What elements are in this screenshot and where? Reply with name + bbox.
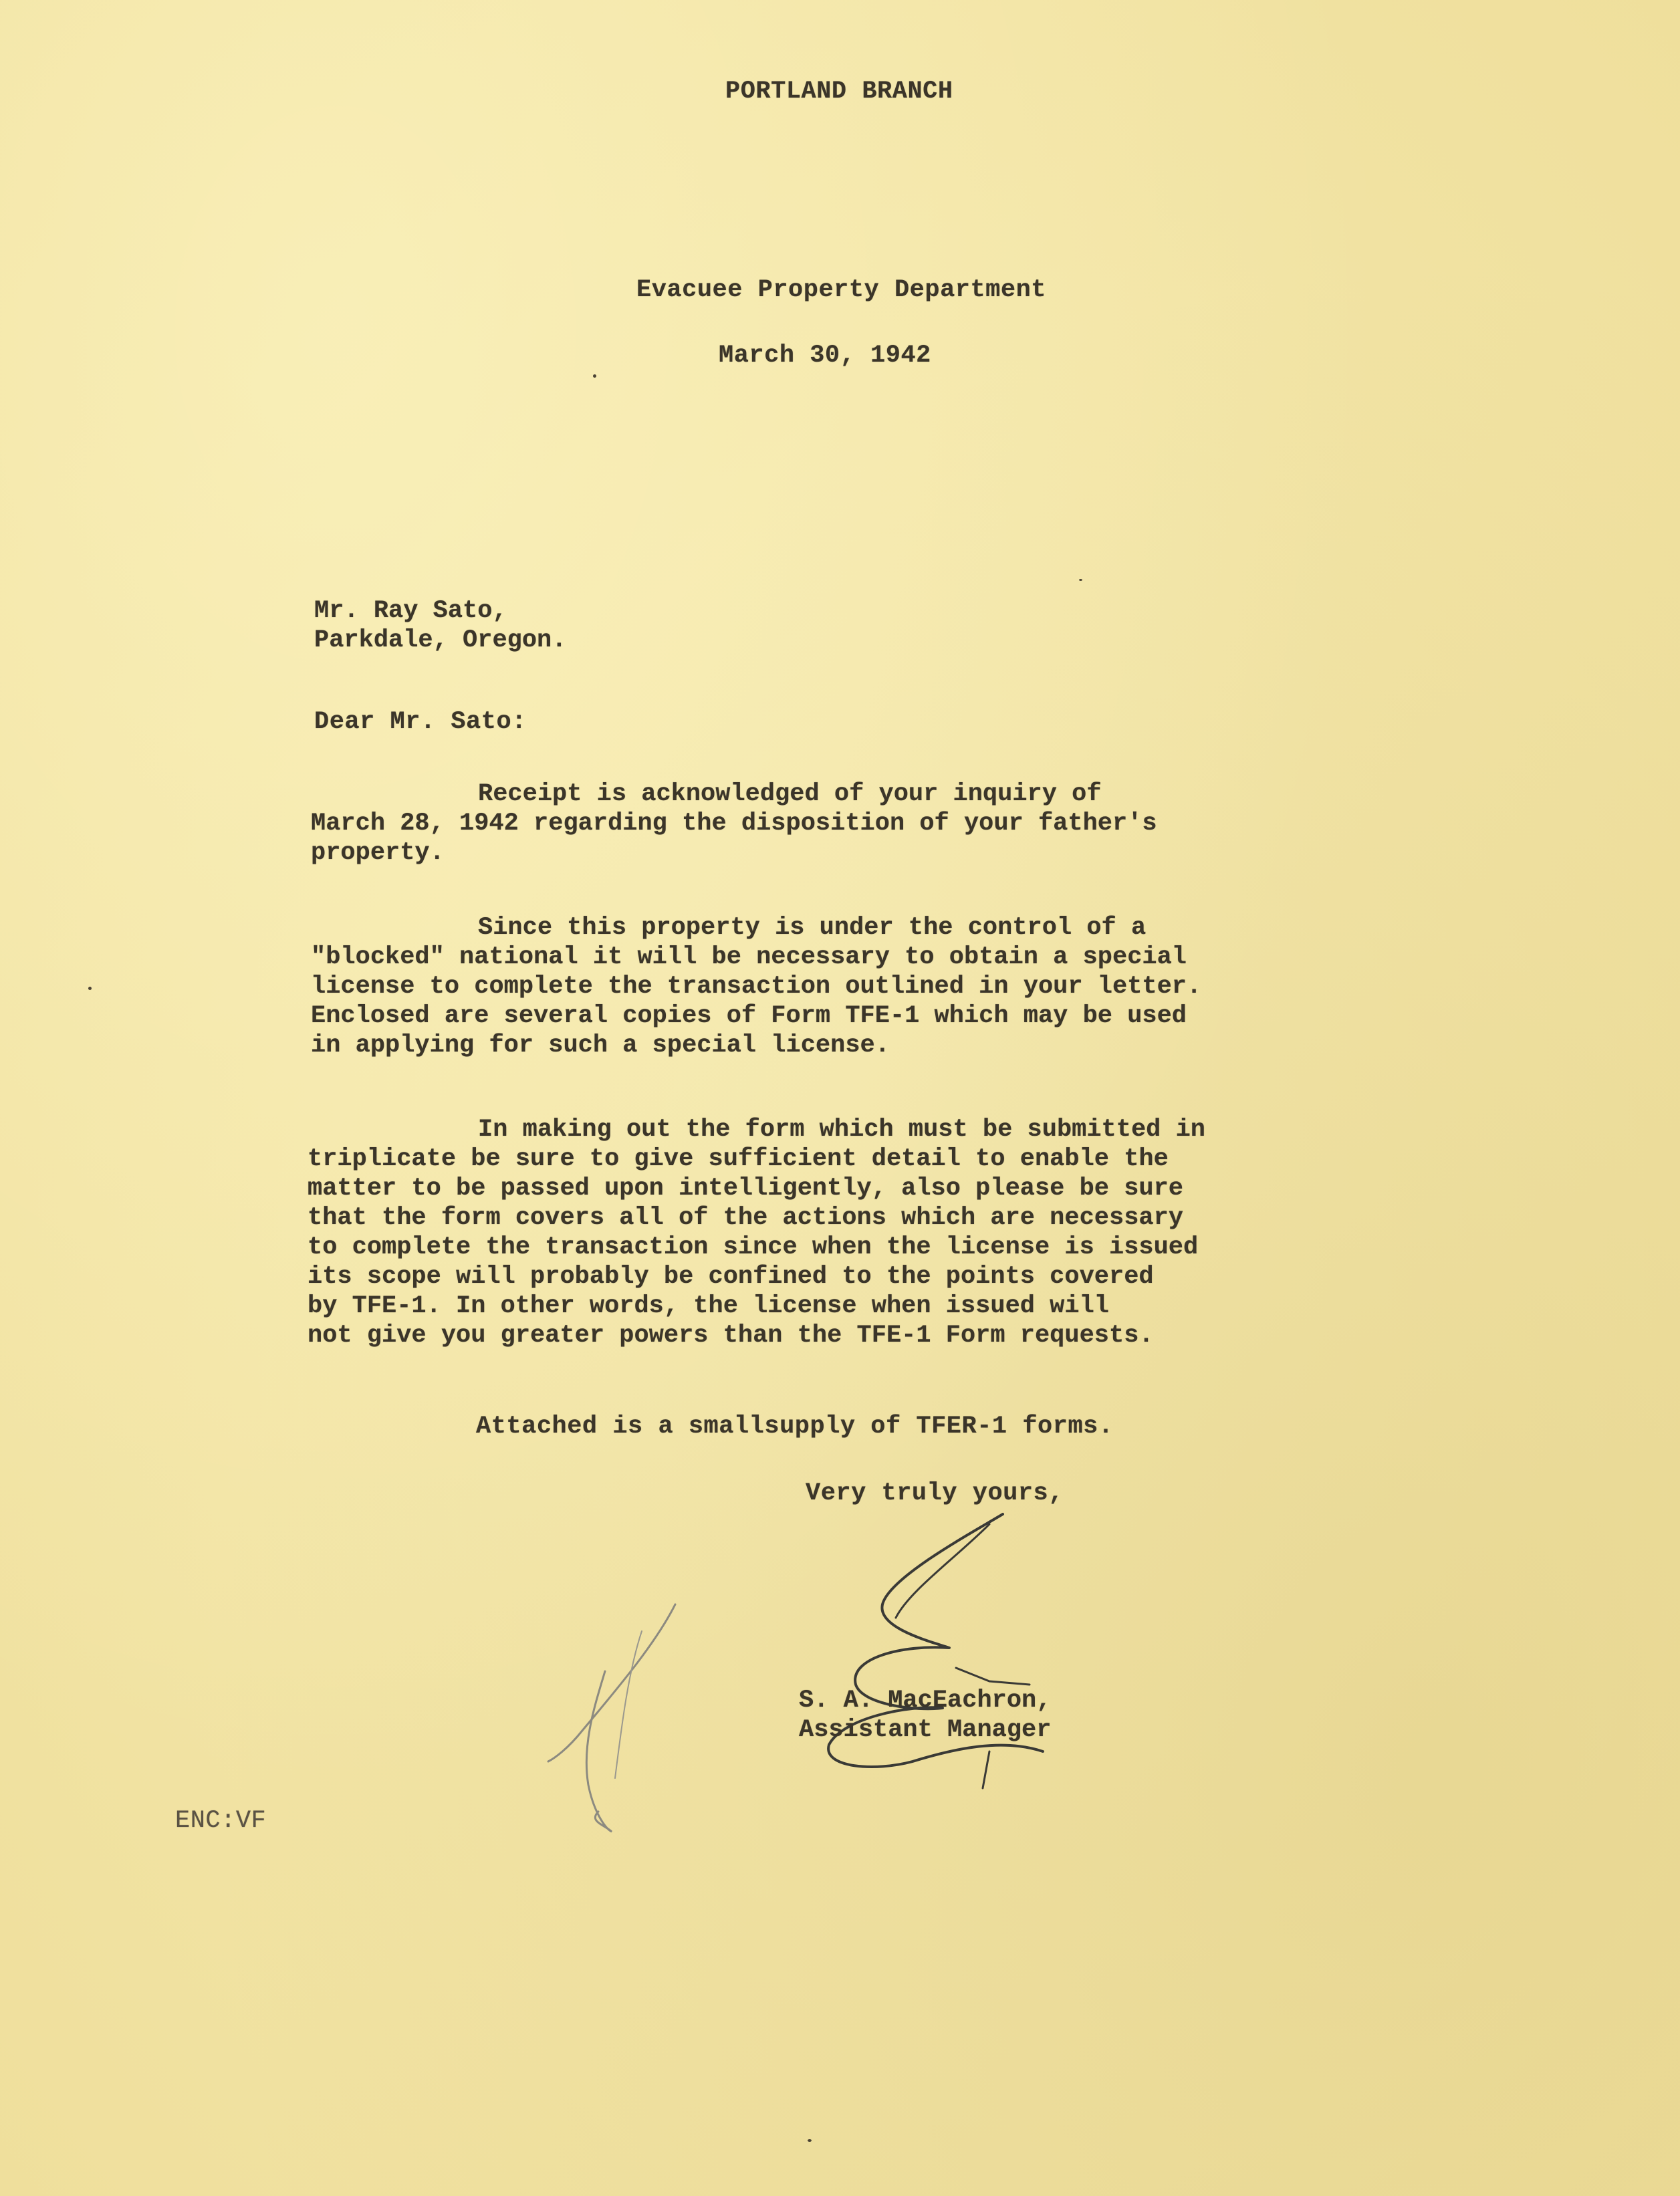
pencil-numeral-mark-icon [542, 1591, 695, 1845]
paragraph-line: property. [311, 839, 445, 867]
department-heading: Evacuee Property Department [636, 276, 1046, 304]
paragraph-3 [308, 1115, 1205, 1350]
paragraph-line: its scope will probably be confined to the points covered [308, 1263, 1154, 1291]
paper-speck [808, 2139, 812, 2142]
reference-initials: ENC:VF [175, 1807, 267, 1835]
paragraph-line: that the form covers all of the actions which are necessary [308, 1204, 1184, 1232]
paragraph-1 [311, 779, 1157, 868]
paragraph-line: matter to be passed upon intelligently, also please be sure [308, 1175, 1184, 1203]
recipient-address: Parkdale, Oregon. [314, 626, 567, 654]
recipient-name: Mr. Ray Sato, [314, 597, 507, 625]
paper-speck [593, 374, 596, 378]
salutation: Dear Mr. Sato: [314, 708, 527, 736]
paragraph-line: license to complete the transaction outlined in your letter. [311, 973, 1202, 1001]
paragraph-line: by TFE-1. In other words, the license when issued will [308, 1292, 1109, 1320]
paragraph-line: Receipt is acknowledged of your inquiry of [478, 780, 1102, 808]
paragraph-line: Since this property is under the control of a [478, 914, 1147, 942]
paragraph-line: "blocked" national it will be necessary to obtain a special [311, 943, 1187, 971]
signer-name: S. A. MacEachron, [799, 1687, 1052, 1715]
paragraph-2 [311, 913, 1201, 1060]
signer-title: Assistant Manager [799, 1716, 1052, 1744]
valediction: Very truly yours, [806, 1479, 1064, 1507]
paragraph-line: not give you greater powers than the TFE-1 Form requests. [308, 1322, 1154, 1350]
signature-scrawl-icon [802, 1504, 1096, 1792]
letter-date: March 30, 1942 [719, 342, 931, 370]
paper-speck [1079, 579, 1082, 581]
paragraph-line: March 28, 1942 regarding the disposition of your father's [311, 810, 1157, 838]
paragraph-line: In making out the form which must be submitted in [478, 1116, 1205, 1144]
paragraph-line: triplicate be sure to give sufficient detail to enable the [308, 1145, 1169, 1173]
paragraph-4: Attached is a smallsupply of TFER-1 forms. [476, 1413, 1114, 1441]
letterhead-branch: PORTLAND BRANCH [725, 78, 953, 106]
paper-speck [88, 987, 92, 990]
recipient-block [314, 596, 566, 655]
paragraph-line: to complete the transaction since when the license is issued [308, 1233, 1199, 1261]
paragraph-line: Enclosed are several copies of Form TFE-1 which may be used [311, 1002, 1187, 1030]
signer-block [799, 1686, 1051, 1745]
paragraph-line: in applying for such a special license. [311, 1031, 890, 1060]
